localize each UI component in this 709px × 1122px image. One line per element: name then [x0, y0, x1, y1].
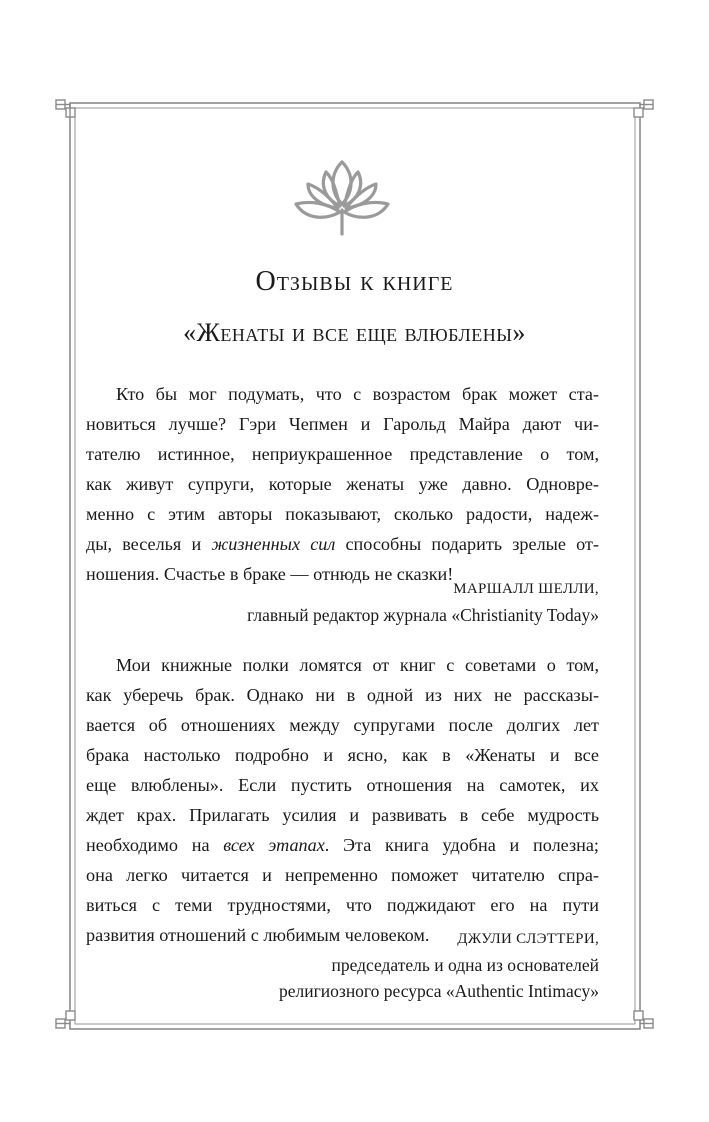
review-1-emphasis: жизненных сил	[211, 534, 336, 554]
review-2-line: виться с теми трудностями, что поджидают его на пути	[86, 895, 599, 915]
review-1-fragment: способны подарить зрелые от-	[335, 534, 599, 554]
review-2-line: еще влюблены». Если пустить отношения на самотек, их	[86, 775, 599, 795]
review-2-line: развития отношений с любимым человеком.	[86, 925, 430, 945]
review-2-line: ждет крах. Прилагать усилия и развивать в себе мудрость	[86, 805, 599, 825]
review-2-fragment: необходимо на	[86, 835, 224, 855]
review-1-signature	[247, 576, 599, 628]
lotus-icon	[290, 158, 394, 236]
review-1-line: тателю истинное, неприукрашенное представление о том,	[86, 444, 599, 464]
review-1-fragment: ды, веселья и	[86, 534, 212, 554]
review-1-line: Кто бы мог подумать, что с возрастом брак может ста-	[116, 384, 599, 404]
review-2-text	[86, 650, 599, 950]
review-1-line: новиться лучше? Гэри Чепмен и Гарольд Майра дают чи-	[86, 414, 599, 434]
review-1-text	[86, 379, 599, 589]
review-2-fragment: . Эта книга удобна и полезна;	[324, 835, 599, 855]
review-1-line	[86, 529, 599, 559]
review-2-line: брака настолько подробно и ясно, как в «Женаты и все	[86, 745, 599, 765]
page-title: Отзывы к книге	[255, 266, 454, 297]
book-title: «Женаты и все еще влюблены»	[183, 318, 526, 347]
review-2-line: вается об отношениях между супругами после долгих лет	[86, 715, 599, 735]
review-2-author-role: председатель и одна из основателей	[331, 955, 599, 975]
review-2-signature	[279, 926, 599, 1004]
review-1-line: как живут супруги, которые женаты уже давно. Одновре-	[86, 474, 599, 494]
review-2-line: Мои книжные полки ломятся от книг с советами о том,	[116, 655, 599, 675]
review-2-author-name: ДЖУЛИ СЛЭТТЕРИ,	[457, 931, 599, 947]
review-2-author-role: религиозного ресурса «Authentic Intimacy»	[279, 981, 599, 1001]
review-1-author-role: главный редактор журнала «Christianity Today»	[247, 605, 599, 625]
review-2-emphasis: всех этапах	[223, 835, 325, 855]
review-1-line: менно с этим авторы показывают, сколько радости, надеж-	[86, 504, 599, 524]
review-1-line: ношения. Счастье в браке — отнюдь не сказки!	[86, 564, 454, 584]
review-1-author-name: МАРШАЛЛ ШЕЛЛИ,	[453, 581, 599, 597]
review-2-line: как уберечь брак. Однако ни в одной из них не рассказы-	[86, 685, 599, 705]
review-2-line: она легко читается и непременно поможет читателю спра-	[86, 865, 599, 885]
review-2-line	[86, 830, 599, 860]
